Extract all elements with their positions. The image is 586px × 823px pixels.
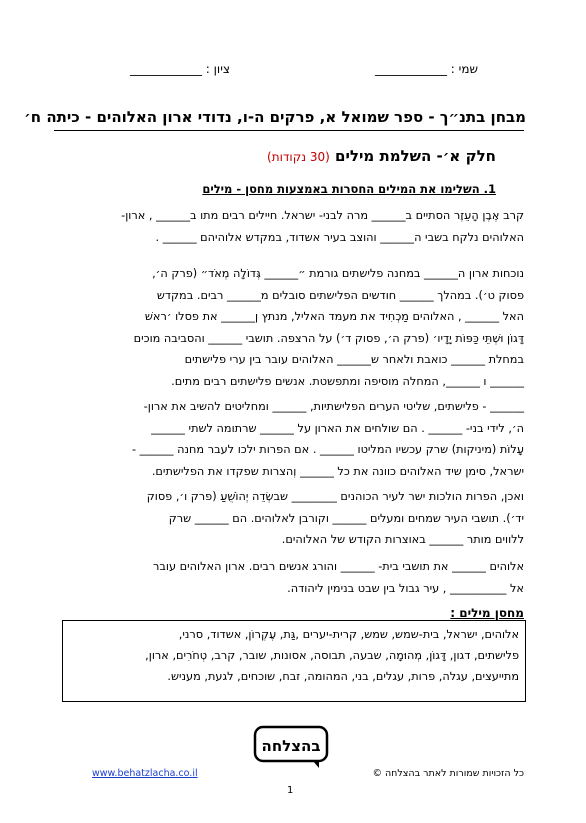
question-instruction: 1. השלימו את המילים החסרות באמצעות מחסן - מילים xyxy=(202,182,496,196)
section-label: חלק א׳- השלמת מילים xyxy=(335,147,496,165)
word-bank-box xyxy=(62,620,526,702)
word-bank-line: מתייעצים, עגלה, פרות, עגלים, בני, המהומה, זבח, שוכחים, לגעת, מעניש. xyxy=(167,670,519,683)
paragraph-line: אלוהים ______ את תושבי בית- ______ והורג אנשים רבים. ארון האלוהים עובר xyxy=(153,560,524,573)
paragraph-line: ואכן, הפרות הולכות ישר לעיר הכוהנים ________ שבשְׂדֵה יְהוֹשֻׁעַ (פרק ו׳, פסוק xyxy=(146,490,524,503)
paragraph-5 xyxy=(64,556,524,599)
paragraph-line: ______ ו ______, המחלה מוסיפה ומתפשטת. אנשים פלישתים רבים מתים. xyxy=(171,374,524,388)
paragraph-1 xyxy=(64,205,524,248)
paragraph-line: עָלוֹת (מיניקות) שרק עכשיו המליטו ______ . אם הפרות ילכו לעבר מחנה ______ - xyxy=(132,443,524,456)
copyright-notice: כל הזכויות שמורות לאתר בהצלחה © xyxy=(372,768,524,779)
paragraph-line: יד׳). תושבי העיר שמחים ומעלים ______ וקורבן לאלוהים. הם ______ שרק xyxy=(168,511,524,525)
section-heading xyxy=(267,147,496,165)
word-bank-title: מחסן מילים : xyxy=(450,606,524,620)
behatzlacha-logo xyxy=(253,725,329,769)
exam-title: מבחן בתנ״ך - ספר שמואל א, פרקים ה-ו, נדודי ארון האלוהים - כיתה ח׳ xyxy=(24,108,526,126)
paragraph-line: ______ - פלישתים, שליטי הערים הפלישתיות, ______ ומחליטים להשיב את ארון- xyxy=(143,400,524,413)
paragraph-line: במחלת ______ כואבת ולאחר ש______ האלוהים עובר בין ערי פלישתים xyxy=(184,353,524,366)
paragraph-3 xyxy=(64,396,524,482)
paragraph-line: דָּגוֹן וּשְׁתֵּי כַּפּוֹת יָדָיו׳ (פרק ה׳, פסוק ד׳) על הרצפה. תושבי ______ והסביבה מוכים xyxy=(133,331,524,345)
title-underline xyxy=(54,130,524,131)
paragraph-line: אל __________ , עיר גבול בין שבט בנימין ליהודה. xyxy=(287,581,524,595)
paragraph-line: האלוהים נלקח בשבי ה______ והוצב בעיר אשדוד, במקדש אלוהיהם ______ . xyxy=(155,230,524,244)
paragraph-line: ישראל, סימן שיד האלוהים כוונה את כל ______ וְהצרות שפקדו את הפלישתים. xyxy=(151,464,524,478)
paragraph-2 xyxy=(64,263,524,392)
word-bank-line: פלישתים, דגון, דָּגוֹן, מְהוּמָה, שבעה, תבוסה, אסונות, שובר, קרב, טְחֹרִים, ארון, xyxy=(145,649,519,662)
paragraph-line: פסוק ט׳). במהלך ______ חודשים הפלישתים סובלים מ______ רבים. במקדש xyxy=(156,288,524,302)
grade-field[interactable]: ציון : ____________ xyxy=(129,62,230,76)
logo-text: בהצלחה xyxy=(261,737,321,755)
paragraph-line: ללווים מותר ______ באוצרות הקודש של האלוהים. xyxy=(281,533,524,546)
paragraph-line: נוכחות ארון ה______ במחנה פלישתים גורמת ״______ גְּדוֹלָה מְאֹד״ (פרק ה׳, xyxy=(152,267,524,280)
logo-graphic xyxy=(253,725,329,769)
paragraph-4 xyxy=(64,486,524,551)
paragraph-line: קרב אֶבֶן הָעֵזֶר הסתיים ב______ מרה לבני- ישראל. חיילים רבים מתו ב______ , ארון- xyxy=(121,209,524,222)
word-bank-line: אלוהים, ישראל, בית-שמש, שמש, קרית-יערים ,גַּת, עֶקְרוֹן, אשדוד, סרני, xyxy=(178,628,519,641)
website-link[interactable]: www.behatzlacha.co.il xyxy=(92,768,198,779)
student-name-field[interactable]: שמי : ____________ xyxy=(374,62,478,76)
paragraph-line: האל ______ , האלוהים מַכְחִיד את מעמד האליל, מנתץ ן______ את פסלו ׳ראשׁ xyxy=(144,310,524,323)
section-points: (30 נקודות) xyxy=(267,150,330,164)
page-number: 1 xyxy=(287,785,294,796)
paragraph-line: ה׳, לידי בני- ______ . הם שולחים את הארון על ______ שרתומה לשתי ______ xyxy=(151,421,524,435)
